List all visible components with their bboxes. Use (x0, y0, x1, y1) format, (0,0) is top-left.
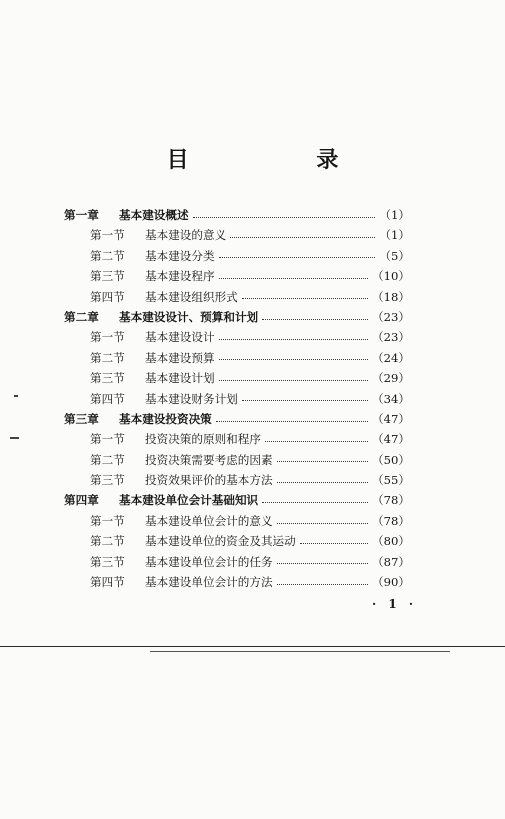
toc-section-entry (64, 450, 410, 470)
dot-leader (277, 523, 369, 524)
entry-number: 第二节 (90, 248, 125, 263)
entry-title: 基本建设计划 (145, 371, 215, 386)
entry-page-number: （80） (372, 534, 410, 549)
entry-title: 基本建设概述 (119, 208, 189, 222)
page-edge-line (0, 646, 505, 647)
entry-number: 第二节 (90, 350, 125, 365)
entry-number: 第一节 (90, 228, 125, 243)
entry-page-number: （10） (372, 269, 410, 284)
dot-leader (230, 237, 375, 238)
toc-chapter-entry (64, 205, 410, 225)
dot-leader (277, 482, 369, 483)
entry-title: 基本建设单位会计的意义 (145, 513, 273, 528)
toc-section-entry (64, 348, 410, 368)
toc-section-entry (64, 470, 410, 490)
entry-number: 第四节 (90, 575, 125, 590)
dot-leader (277, 584, 369, 585)
toc-section-entry (64, 266, 410, 286)
entry-page-number: （1） (379, 228, 410, 243)
toc-section-entry (64, 389, 410, 409)
entry-number: 第一章 (64, 208, 99, 222)
entry-page-number: （24） (372, 350, 410, 365)
dot-leader (277, 563, 369, 564)
entry-title: 基本建设投资决策 (119, 411, 212, 426)
entry-page-number: （78） (372, 493, 410, 508)
entry-number: 第三节 (90, 269, 125, 284)
table-of-contents (64, 205, 410, 592)
entry-title: 投资决策需要考虑的因素 (145, 452, 273, 467)
entry-number: 第二节 (90, 534, 125, 549)
page-title: 目 录 (166, 147, 399, 173)
toc-chapter-entry (64, 307, 410, 327)
entry-number: 第二节 (90, 452, 125, 467)
entry-page-number: （34） (372, 391, 410, 406)
entry-number: 第四节 (90, 289, 125, 304)
dot-leader (242, 298, 368, 299)
entry-page-number: （55） (372, 473, 410, 488)
dot-leader (219, 257, 376, 258)
entry-title: 投资效果评价的基本方法 (145, 473, 273, 488)
entry-page-number: （87） (372, 554, 410, 569)
entry-page-number: （18） (372, 289, 410, 304)
entry-page-number: （23） (372, 309, 410, 324)
dot-leader (216, 421, 368, 422)
toc-section-entry (64, 225, 410, 245)
entry-title: 基本建设单位会计基础知识 (119, 493, 259, 508)
toc-section-entry (64, 368, 410, 388)
entry-title: 基本建设预算 (145, 350, 215, 365)
entry-page-number: （1） (379, 208, 410, 222)
toc-chapter-entry (64, 409, 410, 429)
entry-page-number: （29） (372, 371, 410, 386)
entry-number: 第三节 (90, 371, 125, 386)
entry-title: 基本建设单位会计的方法 (145, 575, 273, 590)
toc-section-entry (64, 531, 410, 551)
entry-title: 基本建设分类 (145, 248, 215, 263)
dot-leader (219, 380, 368, 381)
entry-page-number: （78） (372, 513, 410, 528)
dot-leader (242, 400, 368, 401)
entry-title: 基本建设的意义 (145, 228, 227, 243)
entry-number: 第四章 (64, 493, 99, 508)
dot-leader (300, 543, 368, 544)
toc-section-entry (64, 327, 410, 347)
entry-number: 第一节 (90, 513, 125, 528)
entry-page-number: （50） (372, 452, 410, 467)
entry-page-number: （47） (372, 411, 410, 426)
entry-page-number: （5） (379, 248, 410, 263)
entry-title: 基本建设财务计划 (145, 391, 238, 406)
entry-title: 基本建设程序 (145, 269, 215, 284)
toc-chapter-entry (64, 490, 410, 510)
toc-section-entry (64, 246, 410, 266)
entry-number: 第一节 (90, 432, 125, 447)
toc-section-entry (64, 287, 410, 307)
entry-title: 基本建设单位的资金及其运动 (145, 534, 296, 549)
scan-mark (10, 437, 19, 439)
toc-section-entry (64, 429, 410, 449)
dot-leader (262, 502, 368, 503)
entry-number: 第三节 (90, 554, 125, 569)
entry-number: 第二章 (64, 309, 99, 324)
dot-leader (265, 441, 368, 442)
entry-title: 基本建设组织形式 (145, 289, 238, 304)
entry-number: 第三节 (90, 473, 125, 488)
toc-section-entry (64, 572, 410, 592)
entry-page-number: （23） (372, 330, 410, 345)
entry-number: 第四节 (90, 391, 125, 406)
entry-number: 第三章 (64, 411, 99, 426)
entry-page-number: （47） (372, 432, 410, 447)
entry-title: 基本建设设计、预算和计划 (119, 309, 259, 324)
scan-mark (14, 395, 18, 397)
entry-number: 第一节 (90, 330, 125, 345)
entry-title: 投资决策的原则和程序 (145, 432, 261, 447)
page-number: · 1 · (372, 597, 418, 611)
dot-leader (219, 339, 368, 340)
dot-leader (219, 359, 368, 360)
toc-section-entry (64, 511, 410, 531)
dot-leader (262, 319, 368, 320)
page-edge-line-secondary (150, 651, 450, 652)
toc-section-entry (64, 552, 410, 572)
dot-leader (277, 461, 369, 462)
entry-page-number: （90） (372, 575, 410, 590)
dot-leader (219, 278, 368, 279)
entry-title: 基本建设设计 (145, 330, 215, 345)
entry-title: 基本建设单位会计的任务 (145, 554, 273, 569)
dot-leader (193, 217, 376, 218)
